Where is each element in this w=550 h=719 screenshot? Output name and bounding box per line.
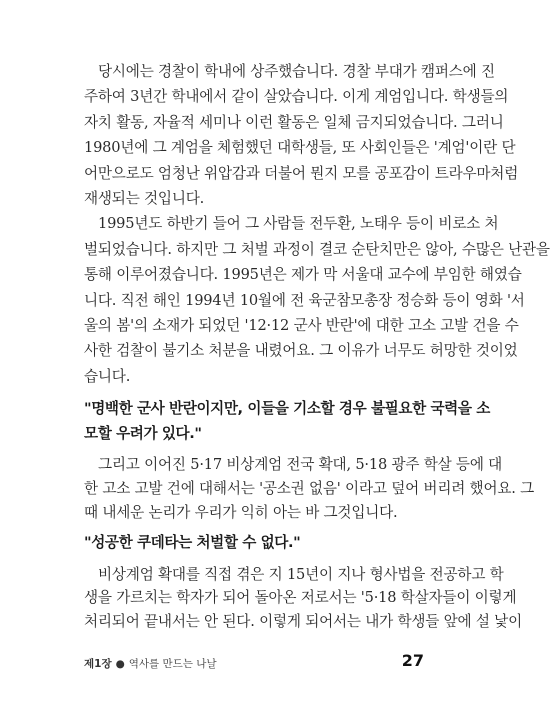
body-line: 통해 이루어졌습니다. 1995년은 제가 막 서울대 교수에 부임한 해였습 (84, 266, 522, 284)
body-line: 1995년도 하반기 들어 그 사람들 전두환, 노태우 등이 비로소 처 (98, 215, 499, 233)
page-number: 27 (401, 651, 424, 670)
body-line: 주하여 3년간 학내에서 같이 살았습니다. 이게 계엄입니다. 학생들의 (84, 88, 509, 106)
body-line: 사한 검찰이 불기소 처분을 내렸어요. 그 이유가 너무도 허망한 것이었 (84, 342, 518, 360)
body-line: 때 내세운 논리가 우리가 익히 아는 바 그것입니다. (84, 503, 398, 521)
running-footer (84, 656, 217, 671)
body-line: 비상계엄 확대를 직접 겪은 지 15년이 지나 형사법을 전공하고 학 (98, 565, 504, 583)
chapter-number: 제1장 (84, 658, 112, 670)
chapter-title: 역사를 만드는 나날 (128, 658, 217, 670)
body-line: 어만으로도 엄청난 위압감과 더불어 뭔지 모를 공포감이 트라우마처럼 (84, 164, 519, 182)
body-line: 울의 봄'의 소재가 되었던 '12·12 군사 반란'에 대한 고소 고발 건을 수 (84, 316, 519, 334)
body-line: 한 고소 고발 건에 대해서는 '공소권 없음' 이라고 덮어 버리려 했어요. 그 (84, 479, 535, 497)
body-line: 벌되었습니다. 하지만 그 처벌 과정이 결코 순탄치만은 않아, 수많은 난관을 (84, 240, 550, 258)
body-line: 처리되어 끝내서는 안 된다. 이렇게 되어서는 내가 학생들 앞에 설 낯이 (84, 613, 522, 630)
quote-line: "성공한 쿠데타는 처벌할 수 없다." (84, 534, 301, 552)
quote-line: 모할 우려가 있다." (84, 424, 202, 442)
body-line: 재생되는 것입니다. (84, 189, 205, 207)
separator-dot-icon: ● (115, 658, 125, 670)
body-line: 자치 활동, 자율적 세미나 이런 활동은 일체 금지되었습니다. 그러니 (84, 113, 504, 131)
body-line: 그리고 이어진 5·17 비상계엄 전국 확대, 5·18 광주 학살 등에 대 (98, 456, 503, 474)
body-line: 니다. 직전 해인 1994년 10월에 전 육군참모총장 정승화 등이 영화 '서 (84, 291, 525, 309)
body-line: 1980년에 그 계엄을 체험했던 대학생들, 또 사회인들은 '계엄'이란 단 (84, 139, 516, 157)
body-line: 당시에는 경찰이 학내에 상주했습니다. 경찰 부대가 캠퍼스에 진 (98, 63, 495, 80)
quote-line: "명백한 군사 반란이지만, 이들을 기소할 경우 불필요한 국력을 소 (84, 400, 490, 418)
body-line: 습니다. (84, 367, 131, 385)
body-line: 생을 가르치는 학자가 되어 돌아온 저로서는 '5·18 학살자들이 이렇게 (84, 589, 517, 607)
